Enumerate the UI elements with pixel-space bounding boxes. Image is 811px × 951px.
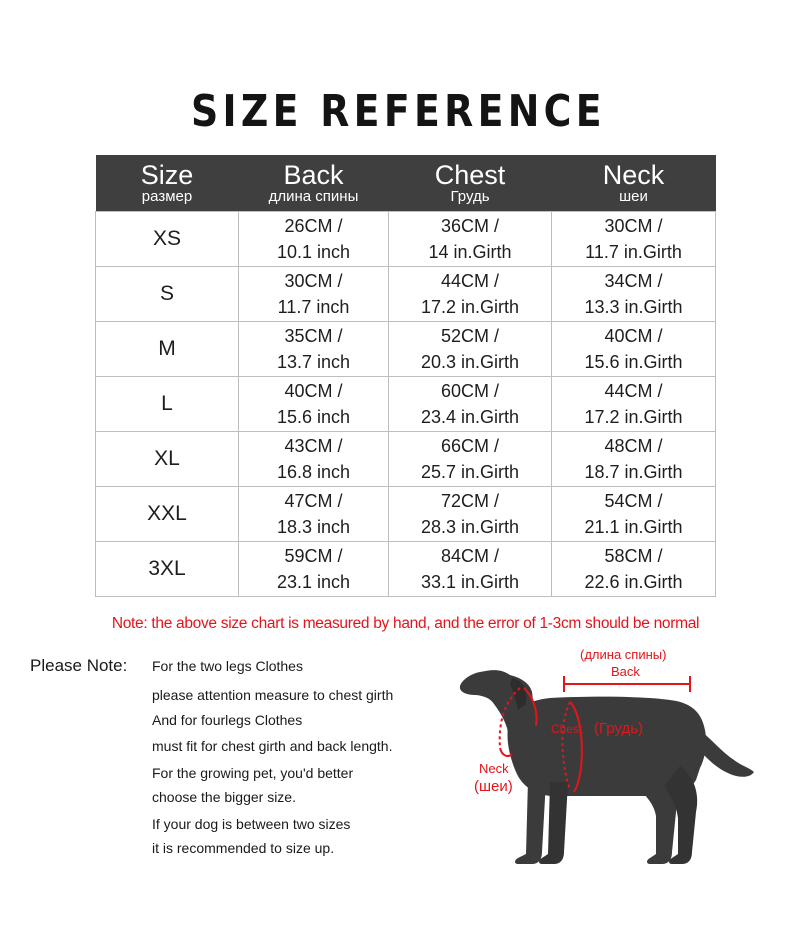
chest-cell xyxy=(389,432,552,487)
neck-value-line: 21.1 in.Girth xyxy=(584,517,683,537)
back-cell xyxy=(239,487,389,542)
note-line: For the growing pet, you'd better xyxy=(152,765,354,781)
neck-value-line: 17.2 in.Girth xyxy=(584,407,683,427)
chest-cell xyxy=(389,267,552,322)
back-value-line: 47CM / xyxy=(284,491,343,511)
neck-value-line: 54CM / xyxy=(604,491,663,511)
column-header-chest xyxy=(389,155,552,212)
column-header-label: Size xyxy=(140,160,194,190)
chest-value-line: 72CM / xyxy=(440,491,500,511)
back-value-line: 30CM / xyxy=(284,271,343,291)
neck-value-line: 44CM / xyxy=(604,381,663,401)
note-line: choose the bigger size. xyxy=(152,789,296,805)
chest-cell xyxy=(389,377,552,432)
neck-cell xyxy=(552,212,716,267)
neck-label-ru: (шеи) xyxy=(474,778,513,795)
note-line: it is recommended to size up. xyxy=(152,840,335,856)
back-value-line: 23.1 inch xyxy=(276,572,351,592)
neck-value-line: 48CM / xyxy=(604,436,663,456)
column-header-sublabel: шеи xyxy=(619,188,648,205)
size-cell: M xyxy=(96,322,239,377)
size-cell: S xyxy=(96,267,239,322)
note-line: must fit for chest girth and back length. xyxy=(152,738,393,754)
neck-value-line: 34CM / xyxy=(604,271,663,291)
neck-value-line: 11.7 in.Girth xyxy=(585,242,682,262)
note-line: And for fourlegs Clothes xyxy=(152,712,303,728)
neck-value-line: 18.7 in.Girth xyxy=(584,462,683,482)
chest-cell xyxy=(389,487,552,542)
column-header-label: Chest xyxy=(434,160,506,190)
size-cell: XL xyxy=(96,432,239,487)
back-value-line: 59CM / xyxy=(284,546,343,566)
column-header-size xyxy=(96,155,239,212)
chest-value-line: 23.4 in.Girth xyxy=(420,407,520,427)
chest-value-line: 52CM / xyxy=(440,326,500,346)
back-value-line: 13.7 inch xyxy=(276,352,351,372)
table-row xyxy=(96,542,716,597)
back-cell xyxy=(239,432,389,487)
table-row xyxy=(96,487,716,542)
chest-value-line: 84CM / xyxy=(440,546,500,566)
chest-label-ru: (Грудь) xyxy=(594,720,644,737)
back-value-line: 35CM / xyxy=(284,326,343,346)
measurement-note: Note: the above size chart is measured by hand, and the error of 1-3cm should be normal xyxy=(111,615,700,632)
size-table xyxy=(95,155,716,597)
column-header-sublabel: Грудь xyxy=(450,188,490,205)
neck-cell xyxy=(552,487,716,542)
chest-value-line: 14 in.Girth xyxy=(428,242,512,262)
column-header-sublabel: размер xyxy=(141,188,193,205)
size-cell: 3XL xyxy=(96,542,239,597)
size-cell: L xyxy=(96,377,239,432)
table-body xyxy=(96,212,716,597)
chest-value-line: 17.2 in.Girth xyxy=(420,297,520,317)
table-row xyxy=(96,322,716,377)
neck-cell xyxy=(552,322,716,377)
back-cell xyxy=(239,377,389,432)
chest-value-line: 36CM / xyxy=(440,216,500,236)
back-value-line: 11.7 inch xyxy=(277,297,350,317)
back-value-line: 18.3 inch xyxy=(276,517,351,537)
size-cell: XXL xyxy=(96,487,239,542)
column-header-back xyxy=(239,155,389,212)
back-cell xyxy=(239,542,389,597)
back-value-line: 40CM / xyxy=(284,381,343,401)
back-value-line: 43CM / xyxy=(284,436,343,456)
back-value-line: 10.1 inch xyxy=(276,242,351,262)
back-value-line: 26CM / xyxy=(284,216,343,236)
neck-value-line: 13.3 in.Girth xyxy=(584,297,683,317)
back-label-ru: (длина спины) xyxy=(580,647,667,662)
back-cell xyxy=(239,267,389,322)
size-cell: XS xyxy=(96,212,239,267)
column-header-label: Back xyxy=(283,160,344,190)
table-row xyxy=(96,212,716,267)
neck-value-line: 15.6 in.Girth xyxy=(584,352,683,372)
dog-diagram xyxy=(450,640,760,880)
neck-value-line: 22.6 in.Girth xyxy=(584,572,683,592)
chest-value-line: 20.3 in.Girth xyxy=(420,352,520,372)
note-line: If your dog is between two sizes xyxy=(152,816,351,832)
neck-value-line: 58CM / xyxy=(604,546,663,566)
back-value-line: 15.6 inch xyxy=(276,407,351,427)
chest-value-line: 28.3 in.Girth xyxy=(420,517,520,537)
neck-value-line: 30CM / xyxy=(604,216,663,236)
chest-label: Chest xyxy=(551,722,583,736)
chest-cell xyxy=(389,542,552,597)
back-cell xyxy=(239,212,389,267)
chest-value-line: 60CM / xyxy=(440,381,500,401)
neck-cell xyxy=(552,542,716,597)
note-line: please attention measure to chest girth xyxy=(152,687,394,703)
back-cell xyxy=(239,322,389,377)
chest-value-line: 66CM / xyxy=(440,436,500,456)
chest-cell xyxy=(389,212,552,267)
table-row xyxy=(96,432,716,487)
neck-cell xyxy=(552,377,716,432)
chest-value-line: 44CM / xyxy=(440,271,500,291)
chest-value-line: 33.1 in.Girth xyxy=(420,572,520,592)
page-title: SIZE REFERENCE xyxy=(190,86,606,137)
neck-value-line: 40CM / xyxy=(604,326,663,346)
neck-label: Neck xyxy=(479,761,509,776)
note-line: For the two legs Clothes xyxy=(152,658,303,674)
table-row xyxy=(96,267,716,322)
column-header-label: Neck xyxy=(602,160,665,190)
column-header-neck xyxy=(552,155,716,212)
back-label: Back xyxy=(611,664,640,679)
please-note-label: Please Note: xyxy=(30,656,128,675)
column-header-sublabel: длина спины xyxy=(268,188,359,205)
chest-cell xyxy=(389,322,552,377)
table-row xyxy=(96,377,716,432)
chest-value-line: 25.7 in.Girth xyxy=(420,462,520,482)
neck-cell xyxy=(552,432,716,487)
neck-cell xyxy=(552,267,716,322)
table-header-row xyxy=(96,155,716,212)
back-value-line: 16.8 inch xyxy=(276,462,351,482)
